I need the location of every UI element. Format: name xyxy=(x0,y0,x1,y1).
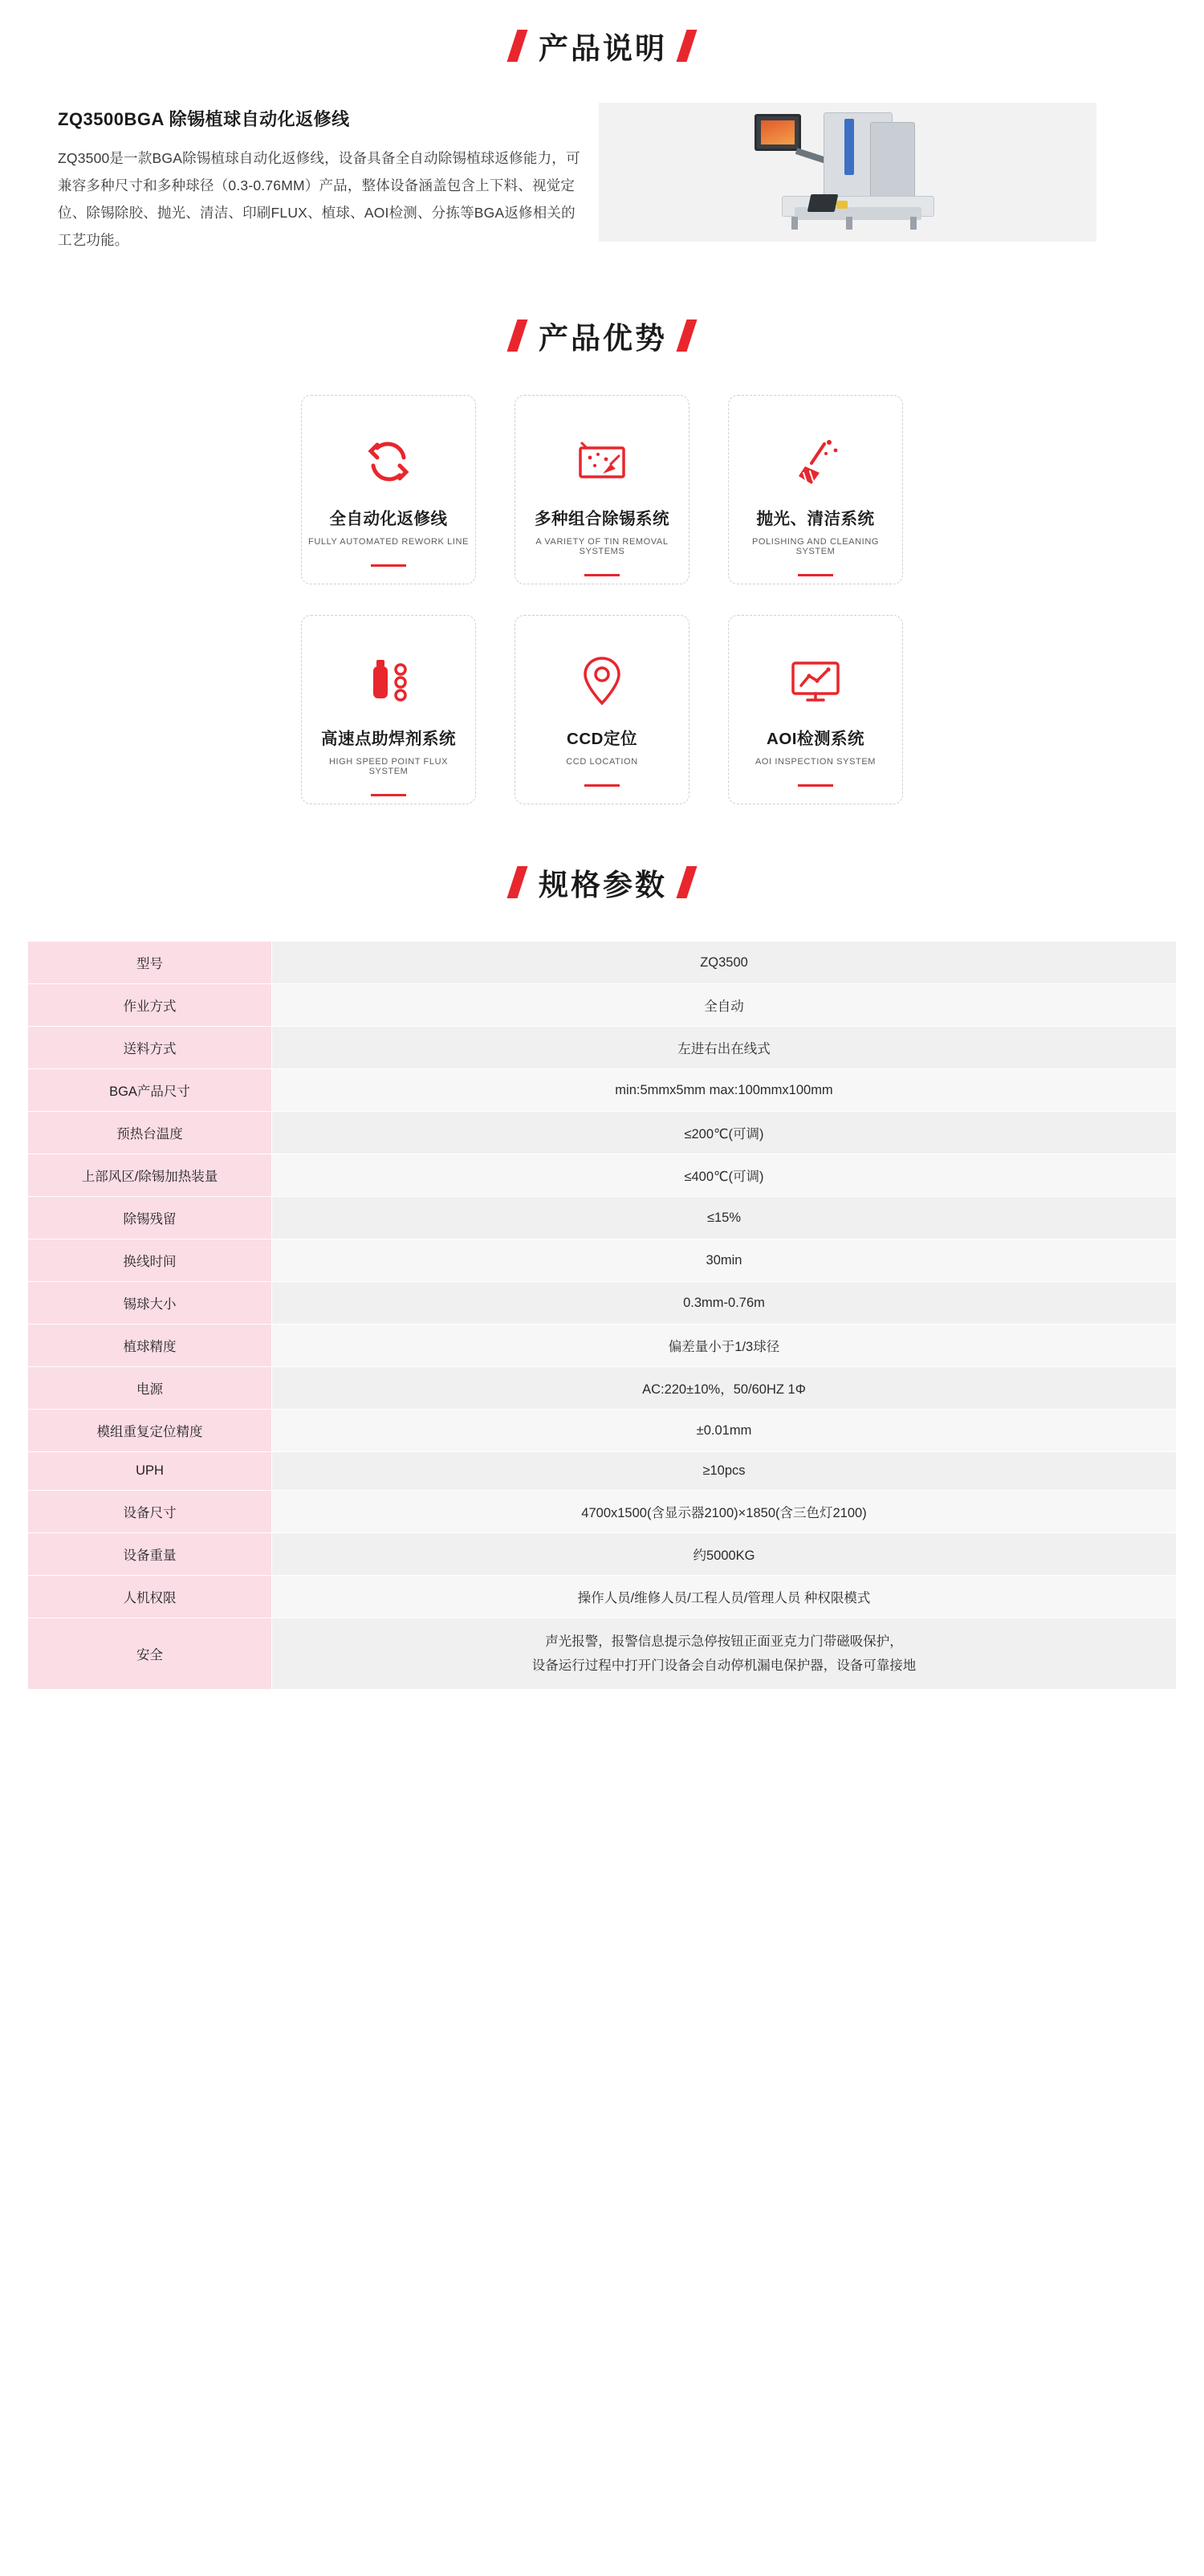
spec-key: BGA产品尺寸 xyxy=(28,1069,272,1112)
section-title-text: 规格参数 xyxy=(539,869,667,901)
section-title-text: 产品优势 xyxy=(539,322,667,355)
table-row xyxy=(28,1069,1177,1112)
spec-value: 约5000KG xyxy=(272,1533,1177,1576)
machine-monitor-icon xyxy=(755,114,801,151)
product-page xyxy=(0,24,1204,1722)
card-underline xyxy=(371,564,406,567)
spec-key: 模组重复定位精度 xyxy=(28,1410,272,1452)
advantage-title: 抛光、清洁系统 xyxy=(756,510,875,528)
advantage-card xyxy=(728,615,903,804)
advantage-title: AOI检测系统 xyxy=(767,730,864,748)
advantage-subtitle: A VARIETY OF TIN REMOVAL SYSTEMS xyxy=(535,537,669,556)
flux-dispenser-icon xyxy=(362,653,415,710)
table-row xyxy=(28,1618,1177,1690)
product-description-body: ZQ3500是一款BGA除锡植球自动化返修线，设备具备全自动除锡植球返修能力，可兼容多种尺寸和多种球径（0.3-0.76MM）产品，整体设备涵盖包含上下料、视觉定位、除锡除胶、抛光、清洁、印刷FLUX、植球、AOI检测、分拣等BGA返修相关的工艺功能。 xyxy=(58,150,580,248)
spec-value: 偏差量小于1/3球径 xyxy=(272,1325,1177,1367)
spec-value: 30min xyxy=(272,1239,1177,1282)
table-row xyxy=(28,1367,1177,1410)
spec-key: UPH xyxy=(28,1452,272,1491)
card-underline xyxy=(371,794,406,796)
section-title-advantages xyxy=(0,314,1204,357)
spec-value: ZQ3500 xyxy=(272,942,1177,984)
tin-removal-screen-icon xyxy=(574,433,630,490)
table-row xyxy=(28,1154,1177,1197)
product-name: ZQ3500BGA 除锡植球自动化返修线 xyxy=(58,109,350,129)
machine-leg xyxy=(910,217,917,230)
spec-key: 锡球大小 xyxy=(28,1282,272,1325)
spec-value-line: 设备运行过程中打开门设备会自动停机漏电保护器，设备可靠接地 xyxy=(531,1658,917,1673)
table-row xyxy=(28,1491,1177,1533)
advantage-subtitle: CCD LOCATION xyxy=(566,757,638,767)
section-title-specifications xyxy=(0,861,1204,904)
spec-key: 电源 xyxy=(28,1367,272,1410)
spec-value: ≤15% xyxy=(272,1197,1177,1239)
location-pin-icon xyxy=(578,653,626,710)
table-row xyxy=(28,1239,1177,1282)
slash-decoration-right xyxy=(677,319,698,352)
table-row xyxy=(28,1410,1177,1452)
spec-key: 设备重量 xyxy=(28,1533,272,1576)
advantage-card xyxy=(728,395,903,584)
table-row xyxy=(28,1282,1177,1325)
slash-decoration-left xyxy=(507,30,528,62)
machine-secondary-body xyxy=(870,122,915,199)
slash-decoration-left xyxy=(507,866,528,898)
advantage-card xyxy=(515,395,689,584)
advantage-card xyxy=(301,615,476,804)
spec-key: 作业方式 xyxy=(28,984,272,1027)
spec-key: 植球精度 xyxy=(28,1325,272,1367)
advantage-title: 全自动化返修线 xyxy=(329,510,448,528)
spec-value-line: 声光报警，报警信息提示急停按钮正面亚克力门带磁吸保护， xyxy=(545,1634,903,1649)
product-description-block xyxy=(31,103,1173,254)
card-underline xyxy=(798,784,833,787)
machine-leg xyxy=(791,217,798,230)
spec-key: 上部风区/除锡加热装量 xyxy=(28,1154,272,1197)
spec-value xyxy=(272,1618,1177,1690)
table-row xyxy=(28,1452,1177,1491)
card-underline xyxy=(584,784,620,787)
card-underline xyxy=(798,574,833,576)
spec-value: 左进右出在线式 xyxy=(272,1027,1177,1069)
monitor-chart-icon xyxy=(787,653,844,710)
spec-value: 4700x1500(含显示器2100)×1850(含三色灯2100) xyxy=(272,1491,1177,1533)
spec-key: 除锡残留 xyxy=(28,1197,272,1239)
spec-value: 操作人员/维修人员/工程人员/管理人员 种权限模式 xyxy=(272,1576,1177,1618)
card-underline xyxy=(584,574,620,576)
machine-illustration xyxy=(750,111,950,235)
machine-blue-column xyxy=(844,119,854,175)
advantage-title: 多种组合除锡系统 xyxy=(535,510,669,528)
advantage-subtitle: HIGH SPEED POINT FLUX SYSTEM xyxy=(328,757,449,776)
slash-decoration-right xyxy=(677,30,698,62)
advantage-title: 高速点助焊剂系统 xyxy=(321,730,456,748)
table-row xyxy=(28,1197,1177,1239)
spec-value: min:5mmx5mm max:100mmx100mm xyxy=(272,1069,1177,1112)
spec-key: 换线时间 xyxy=(28,1239,272,1282)
spec-key: 预热台温度 xyxy=(28,1112,272,1154)
advantage-subtitle: AOI INSPECTION SYSTEM xyxy=(755,757,877,767)
specification-table xyxy=(27,941,1177,1690)
section-title-product-description xyxy=(0,24,1204,67)
advantage-card-grid xyxy=(0,395,1204,804)
machine-yellow-part xyxy=(836,201,848,209)
spec-key: 人机权限 xyxy=(28,1576,272,1618)
spec-key: 设备尺寸 xyxy=(28,1491,272,1533)
recycle-arrows-icon xyxy=(362,433,415,490)
spec-key: 送料方式 xyxy=(28,1027,272,1069)
table-row xyxy=(28,1027,1177,1069)
section-title-text: 产品说明 xyxy=(539,32,667,65)
machine-control-panel xyxy=(807,194,839,212)
table-row xyxy=(28,1325,1177,1367)
advantage-card xyxy=(301,395,476,584)
spec-value: ≤200℃(可调) xyxy=(272,1112,1177,1154)
spec-value: 0.3mm-0.76m xyxy=(272,1282,1177,1325)
machine-leg xyxy=(846,217,852,230)
spec-value: AC:220±10%，50/60HZ 1Φ xyxy=(272,1367,1177,1410)
table-row xyxy=(28,984,1177,1027)
advantage-subtitle: FULLY AUTOMATED REWORK LINE xyxy=(308,537,469,547)
spec-key: 型号 xyxy=(28,942,272,984)
table-row xyxy=(28,1533,1177,1576)
spec-value: ≤400℃(可调) xyxy=(272,1154,1177,1197)
specification-table-body xyxy=(28,942,1177,1690)
advantage-title: CCD定位 xyxy=(567,730,637,748)
advantage-subtitle: POLISHING AND CLEANING SYSTEM xyxy=(751,537,880,556)
table-row xyxy=(28,1576,1177,1618)
spec-value: ±0.01mm xyxy=(272,1410,1177,1452)
spec-value: ≥10pcs xyxy=(272,1452,1177,1491)
spec-value: 全自动 xyxy=(272,984,1177,1027)
product-description-text xyxy=(58,103,588,254)
table-row xyxy=(28,942,1177,984)
advantage-card xyxy=(515,615,689,804)
broom-cleaning-icon xyxy=(787,433,844,490)
table-row xyxy=(28,1112,1177,1154)
product-photo xyxy=(599,103,1096,242)
slash-decoration-left xyxy=(507,319,528,352)
slash-decoration-right xyxy=(677,866,698,898)
spec-key: 安全 xyxy=(28,1618,272,1690)
